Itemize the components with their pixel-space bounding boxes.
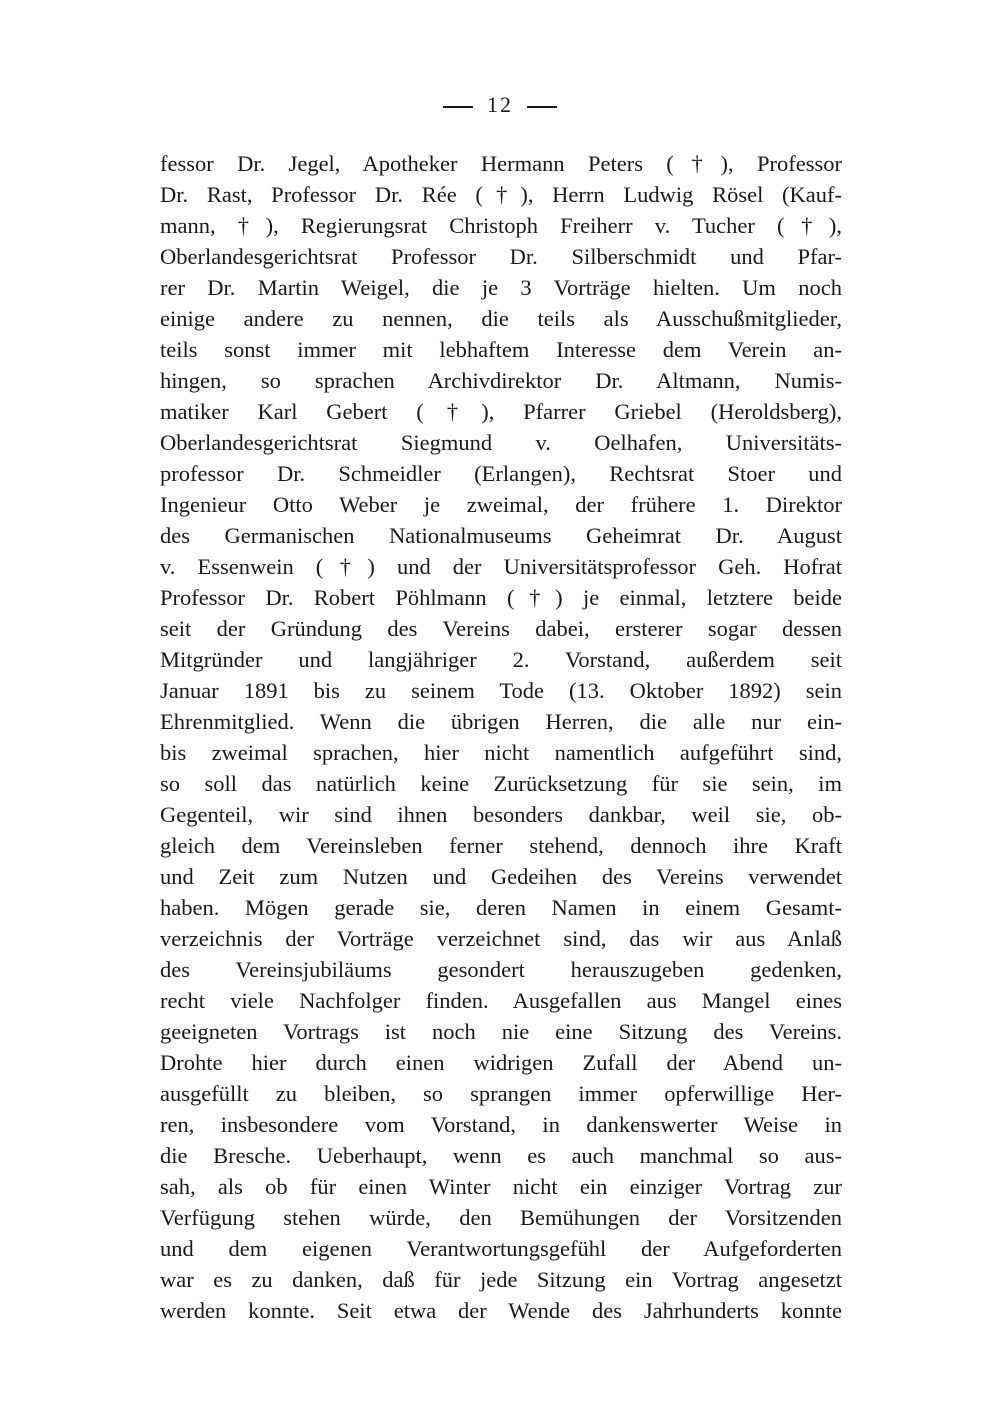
text-line: matiker Karl Gebert (†), Pfarrer Griebel (Heroldsberg), xyxy=(160,399,842,424)
text-line: verzeichnis der Vorträge verzeichnet sind, das wir aus Anlaß xyxy=(160,926,842,951)
text-line: v. Essenwein (†) und der Universitätsprofessor Geh. Hofrat xyxy=(160,554,842,579)
page-number-text: 12 xyxy=(487,92,513,117)
text-line: des Vereinsjubiläums gesondert herauszugeben gedenken, xyxy=(160,957,842,982)
text-line: so soll das natürlich keine Zurücksetzung für sie sein, im xyxy=(160,771,842,796)
body-text xyxy=(160,148,842,1326)
text-line: Drohte hier durch einen widrigen Zufall der Abend un- xyxy=(160,1050,842,1075)
text-line: Gegenteil, wir sind ihnen besonders dankbar, weil sie, ob- xyxy=(160,802,842,827)
text-line: professor Dr. Schmeidler (Erlangen), Rechtsrat Stoer und xyxy=(160,461,842,486)
text-line: mann, †), Regierungsrat Christoph Freiherr v. Tucher (†), xyxy=(160,213,842,238)
text-line: hingen, so sprachen Archivdirektor Dr. Altmann, Numis- xyxy=(160,368,842,393)
page-number-dash-left xyxy=(443,106,473,108)
text-line: Ehrenmitglied. Wenn die übrigen Herren, die alle nur ein- xyxy=(160,709,842,734)
text-line: Oberlandesgerichtsrat Professor Dr. Silberschmidt und Pfar- xyxy=(160,244,842,269)
text-line: rer Dr. Martin Weigel, die je 3 Vorträge hielten. Um noch xyxy=(160,275,842,300)
text-line: recht viele Nachfolger finden. Ausgefallen aus Mangel eines xyxy=(160,988,842,1013)
text-line: Januar 1891 bis zu seinem Tode (13. Oktober 1892) sein xyxy=(160,678,842,703)
text-line: und Zeit zum Nutzen und Gedeihen des Vereins verwendet xyxy=(160,864,842,889)
text-line: Dr. Rast, Professor Dr. Rée (†), Herrn Ludwig Rösel (Kauf- xyxy=(160,182,842,207)
text-line: bis zweimal sprachen, hier nicht namentlich aufgeführt sind, xyxy=(160,740,842,765)
text-line: des Germanischen Nationalmuseums Geheimrat Dr. August xyxy=(160,523,842,548)
text-line: werden konnte. Seit etwa der Wende des Jahrhunderts konnte xyxy=(160,1298,842,1323)
text-line: Professor Dr. Robert Pöhlmann (†) je einmal, letztere beide xyxy=(160,585,842,610)
page-number-dash-right xyxy=(527,106,557,108)
text-line: ren, insbesondere vom Vorstand, in dankenswerter Weise in xyxy=(160,1112,842,1137)
text-line: und dem eigenen Verantwortungsgefühl der Aufgeforderten xyxy=(160,1236,842,1261)
text-line: sah, als ob für einen Winter nicht ein einziger Vortrag zur xyxy=(160,1174,842,1199)
text-line: Mitgründer und langjähriger 2. Vorstand, außerdem seit xyxy=(160,647,842,672)
text-line: ausgefüllt zu bleiben, so sprangen immer opferwillige Her- xyxy=(160,1081,842,1106)
text-line: teils sonst immer mit lebhaftem Interesse dem Verein an- xyxy=(160,337,842,362)
text-line: gleich dem Vereinsleben ferner stehend, dennoch ihre Kraft xyxy=(160,833,842,858)
text-line: geeigneten Vortrags ist noch nie eine Sitzung des Vereins. xyxy=(160,1019,842,1044)
page-number xyxy=(0,92,1000,118)
text-line: Verfügung stehen würde, den Bemühungen der Vorsitzenden xyxy=(160,1205,842,1230)
text-line: war es zu danken, daß für jede Sitzung ein Vortrag angesetzt xyxy=(160,1267,842,1292)
text-line: haben. Mögen gerade sie, deren Namen in einem Gesamt- xyxy=(160,895,842,920)
text-line: Ingenieur Otto Weber je zweimal, der frühere 1. Direktor xyxy=(160,492,842,517)
text-line: die Bresche. Ueberhaupt, wenn es auch manchmal so aus- xyxy=(160,1143,842,1168)
text-line: seit der Gründung des Vereins dabei, ersterer sogar dessen xyxy=(160,616,842,641)
text-line: einige andere zu nennen, die teils als Ausschußmitglieder, xyxy=(160,306,842,331)
text-line: Oberlandesgerichtsrat Siegmund v. Oelhafen, Universitäts- xyxy=(160,430,842,455)
text-line: fessor Dr. Jegel, Apotheker Hermann Peters (†), Professor xyxy=(160,151,842,176)
